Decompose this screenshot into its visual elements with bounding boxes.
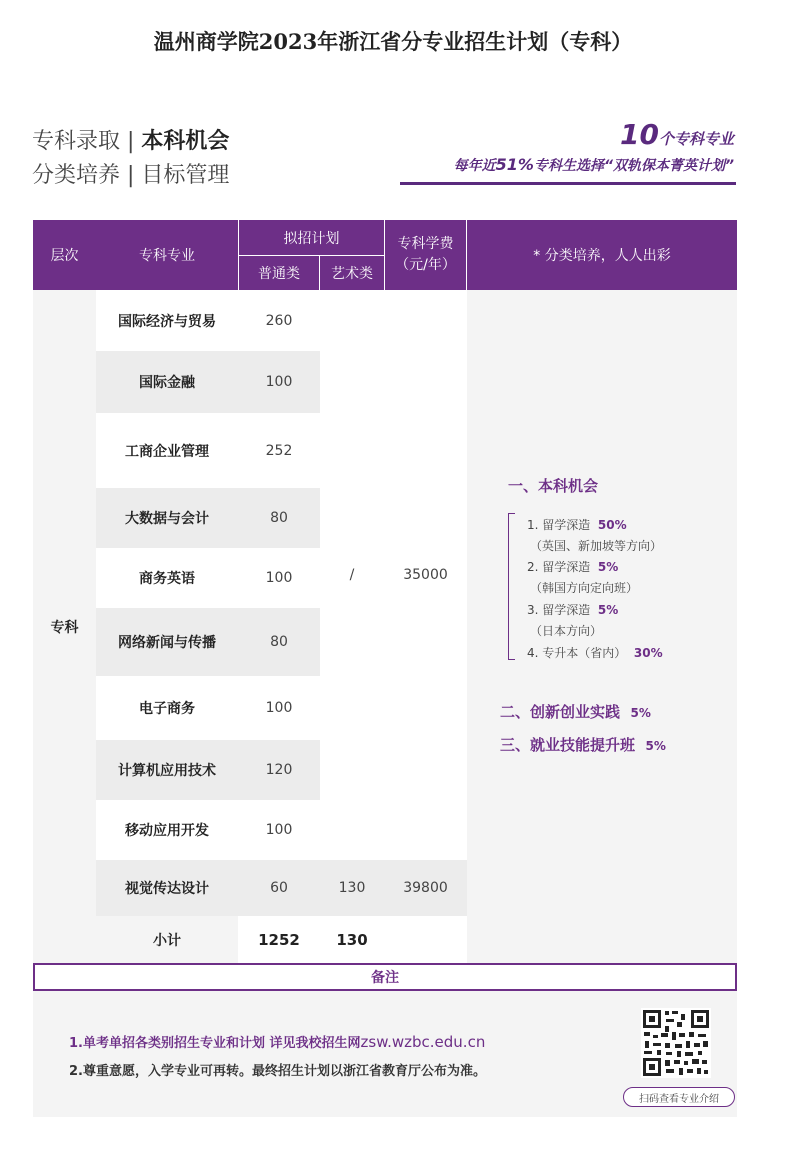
subtotal-art: 130	[320, 916, 384, 963]
notes-item-text: （日本方向）	[530, 624, 603, 638]
stat-percent: 51%	[495, 155, 534, 174]
table-row-fee: 39800	[384, 860, 467, 916]
remark-line-1	[69, 1032, 485, 1051]
stat-prefix: 每年近	[453, 158, 496, 174]
notes-item	[527, 558, 618, 575]
major-count: 10	[620, 118, 659, 151]
notes-item	[527, 601, 618, 618]
notes-item	[527, 516, 627, 533]
table-row-general: 260	[238, 290, 320, 351]
table-row-major: 电子商务	[96, 676, 238, 740]
remark-line-2: 2.尊重意愿，入学专业可再转。最终招生计划以浙江省教育厅公布为准。	[69, 1064, 486, 1079]
header-note: * 分类培养，人人出彩	[467, 220, 737, 290]
header-major: 专科专业	[96, 220, 238, 290]
table-row-general: 100	[238, 676, 320, 740]
table-row-major: 工商企业管理	[96, 413, 238, 488]
scan-qr-button[interactable]: 扫码查看专业介绍	[623, 1087, 735, 1107]
subtotal-general: 1252	[238, 916, 320, 963]
header-plan: 拟招计划	[238, 220, 384, 256]
table-row-major: 网络新闻与传播	[96, 608, 238, 676]
highlight-underline	[400, 182, 736, 185]
header-fee-line-1: 专科学费	[397, 236, 454, 252]
notes-item-text: 3. 留学深造	[527, 603, 591, 617]
notes-item-text: 4. 专升本（省内）	[527, 646, 627, 660]
slogan-line-1	[32, 124, 229, 155]
highlight-block	[454, 118, 734, 175]
header-fee	[384, 220, 467, 290]
table-row-art: 130	[320, 860, 384, 916]
slogan-line-2: 分类培养 | 目标管理	[32, 163, 230, 188]
table-row-general: 100	[238, 351, 320, 413]
remarks-panel	[33, 991, 737, 1117]
remark-line-1-text: 1.单考单招各类别招生专业和计划 详见我校招生网	[69, 1036, 361, 1051]
notes-heading-1: 一、本科机会	[508, 477, 599, 495]
notes-heading-2	[500, 701, 651, 722]
header-general: 普通类	[238, 256, 320, 290]
qr-code-icon[interactable]	[641, 1008, 711, 1078]
notes-item	[530, 622, 602, 639]
stat-suffix: 专科生选择“双轨保本菁英计划”	[533, 158, 734, 174]
table-row-general: 252	[238, 413, 320, 488]
table-row-general: 80	[238, 608, 320, 676]
subtotal-label: 小计	[96, 916, 238, 963]
table-row-major: 大数据与会计	[96, 488, 238, 548]
notes-item-pct: 5%	[597, 603, 619, 617]
notes-heading-3	[500, 734, 666, 755]
table-row-general: 80	[238, 488, 320, 548]
major-count-suffix: 个专科专业	[658, 130, 734, 148]
level-cell: 专科	[33, 290, 96, 963]
highlight-count-line	[454, 118, 734, 151]
notes-item-text: （韩国方向定向班）	[530, 581, 639, 595]
table-row-major: 视觉传达设计	[96, 860, 238, 916]
header-level: 层次	[33, 220, 96, 290]
table-row-general: 60	[238, 860, 320, 916]
table-row-major: 国际金融	[96, 351, 238, 413]
table-row-major: 国际经济与贸易	[96, 290, 238, 351]
notes-heading-2-text: 二、创新创业实践	[500, 703, 621, 721]
page-title: 温州商学院2023年浙江省分专业招生计划（专科）	[153, 29, 633, 54]
table-row-major: 商务英语	[96, 548, 238, 608]
notes-item-text: 1. 留学深造	[527, 518, 591, 532]
remarks-title: 备注	[33, 963, 737, 991]
fee-merged-cell: 35000	[384, 290, 467, 860]
notes-item	[527, 644, 663, 661]
notes-bracket	[508, 513, 515, 660]
subtotal-fee-empty	[384, 916, 467, 963]
header-art: 艺术类	[320, 256, 384, 290]
notes-item	[530, 579, 638, 596]
slogan-part-2: 本科机会	[141, 129, 230, 154]
table-row-major: 计算机应用技术	[96, 740, 238, 800]
header-fee-line-2: （元/年）	[395, 257, 456, 273]
notes-heading-2-pct: 5%	[630, 706, 651, 720]
notes-item-pct: 50%	[597, 518, 627, 532]
table-row-general: 120	[238, 740, 320, 800]
slogan-part-1: 专科录取 |	[32, 129, 142, 154]
notes-heading-3-text: 三、就业技能提升班	[500, 736, 636, 754]
table-row-general: 100	[238, 800, 320, 860]
notes-item-pct: 30%	[633, 646, 663, 660]
notes-item-pct: 5%	[597, 560, 619, 574]
table-row-major: 移动应用开发	[96, 800, 238, 860]
admission-site-link[interactable]: zsw.wzbc.edu.cn	[360, 1033, 486, 1051]
notes-item-text: 2. 留学深造	[527, 560, 591, 574]
notes-item	[530, 537, 662, 554]
notes-heading-3-pct: 5%	[645, 739, 666, 753]
art-merged-cell: /	[320, 290, 384, 860]
notes-item-text: （英国、新加坡等方向）	[530, 539, 663, 553]
table-row-general: 100	[238, 548, 320, 608]
highlight-stat-line	[454, 155, 734, 175]
